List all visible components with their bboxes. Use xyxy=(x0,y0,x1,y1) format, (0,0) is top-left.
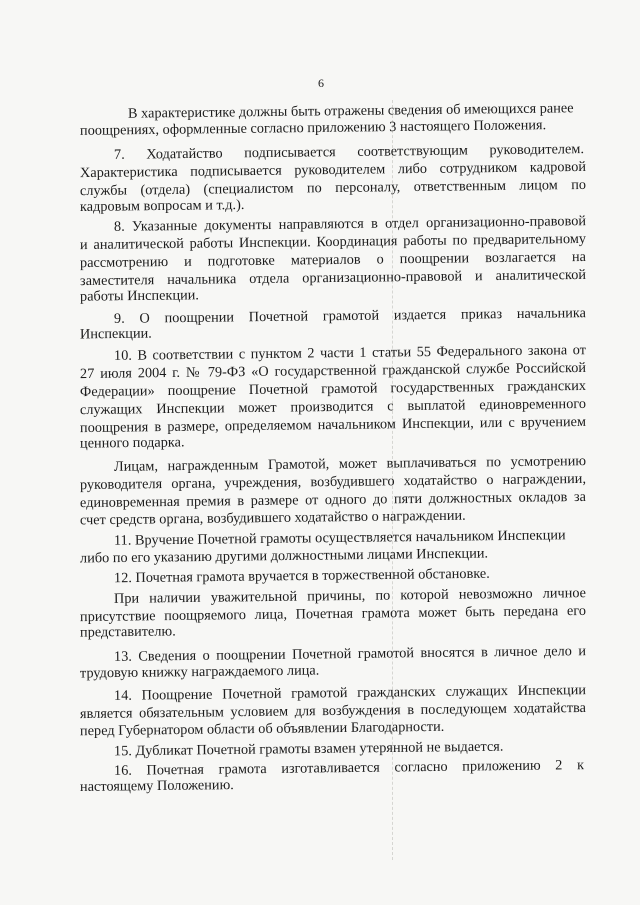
text-line: 27 июля 2004 г. № 79-ФЗ «О государственной гражданской службе Российской xyxy=(79,359,587,383)
text-line: Инспекции. xyxy=(79,325,152,343)
text-line: 16. Почетная грамота изготавливается согласно приложению 2 к xyxy=(113,757,585,779)
text-line: 13. Сведения о поощрении Почетной грамотой вносятся в личное дело и xyxy=(113,643,587,665)
text-line: При наличии уважительной причины, по которой невозможно личное xyxy=(113,585,587,607)
text-line: ценного подарка. xyxy=(79,434,185,452)
text-line: 10. В соответствии с пунктом 2 части 1 статьи 55 Федерального закона от xyxy=(113,342,587,364)
text-line: настоящему Положению. xyxy=(79,777,234,795)
text-line: рассмотрению и подготовке материалов о поощрении возлагается на xyxy=(79,248,587,272)
text-line: 11. Вручение Почетной грамоты осуществляется начальником Инспекции xyxy=(113,527,566,549)
text-line: единовременная премия в размере от одного до пяти должностных окладов за xyxy=(79,488,587,512)
text-line: Характеристика подписывается руководителем либо сотрудником кадровой xyxy=(79,158,587,182)
text-line: поощрения в размере, определяемом начальником Инспекции, или с вручением xyxy=(79,413,587,437)
page-number: 6 xyxy=(318,76,324,90)
text-line: присутствие поощряемого лица, Почетная грамота может быть передана его xyxy=(79,602,587,626)
text-line: 7. Ходатайство подписывается соответствующим руководителем. xyxy=(113,141,585,163)
text-line: руководителя органа, учреждения, возбудившего ходатайство о награждении, xyxy=(79,470,587,494)
text-line: 12. Почетная грамота вручается в торжественной обстановке. xyxy=(113,565,490,587)
text-line: Лицам, награжденным Грамотой, может выплачиваться по усмотрению xyxy=(113,453,587,475)
text-line: службы (отдела) (специалистом по персоналу, ответственным лицом по xyxy=(79,176,587,200)
text-line: представителю. xyxy=(79,623,176,641)
text-line: 14. Поощрение Почетной грамотой гражданских служащих Инспекции xyxy=(113,682,587,704)
text-line: перед Губернатором области об объявлении Благодарности. xyxy=(79,718,445,740)
text-line: поощрениях, оформленные согласно приложению 3 настоящего Положения. xyxy=(79,117,547,139)
text-line: либо по его указанию другими должностными лицами Инспекции. xyxy=(79,545,489,567)
text-line: работы Инспекции. xyxy=(79,287,200,305)
text-line: Федерации» поощрение Почетной грамотой государственных гражданских xyxy=(79,377,587,401)
text-line: служащих Инспекции может производится с выплатой единовременного xyxy=(79,395,587,419)
text-line: трудовую книжку награждаемого лица. xyxy=(79,662,320,682)
text-line: счет средств органа, возбудившего ходатайство о награждении. xyxy=(79,507,466,529)
text-line: 8. Указанные документы направляются в отдел организационно-правовой xyxy=(113,213,587,235)
text-line: кадровым вопросам и т.д.). xyxy=(79,196,245,216)
text-line: В характеристике должны быть отражены сведения об имеющихся ранее xyxy=(127,100,574,122)
text-line: 9. О поощрении Почетной грамотой издается приказ начальника xyxy=(113,305,587,327)
text-line: заместителя начальника отдела организационно-правовой и аналитической xyxy=(79,266,587,290)
text-line: 15. Дубликат Почетной грамоты взамен утерянной не выдается. xyxy=(113,738,504,760)
text-line: и аналитической работы Инспекции. Координация работы по предварительному xyxy=(79,230,587,254)
text-line: является обязательным условием для возбуждения в последующем ходатайства xyxy=(79,699,587,723)
